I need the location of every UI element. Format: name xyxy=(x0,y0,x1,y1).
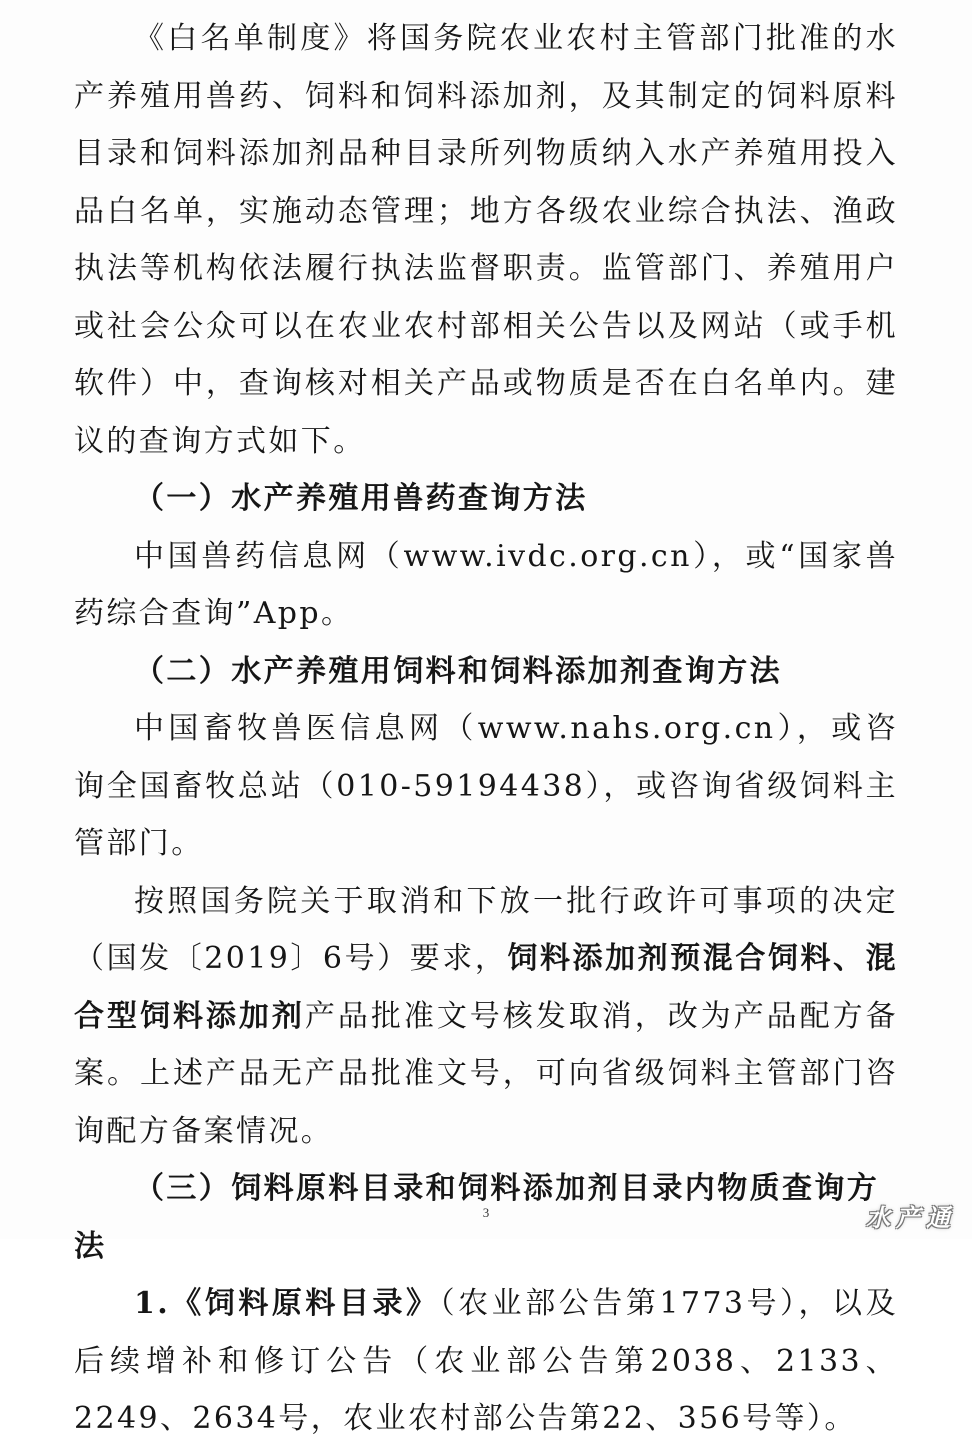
heading-catalog-query: （三）饲料原料目录和饲料添加剂目录内物质查询方法 xyxy=(74,1171,880,1264)
paragraph-feed-material-catalog xyxy=(74,1275,898,1448)
watermark-logo: 水产通 xyxy=(866,1204,956,1232)
page-number: 3 xyxy=(482,1205,490,1220)
paragraph-catalog-rest: （农业部公告第1773号），以及后续增补和修订公告（农业部公告第2038、2133、2249、2634号，农业农村部公告第22、356号等）。 xyxy=(74,1286,898,1436)
document-body xyxy=(74,10,898,1448)
paragraph-vet-drug-query: 中国兽药信息网（www.ivdc.org.cn），或“国家兽药综合查询”App。 xyxy=(74,538,898,631)
paragraph-catalog-title: 1.《饲料原料目录》 xyxy=(134,1286,440,1321)
paragraph-license-end: 产品批准文号核发取消，改为产品配方备案。上述产品无产品批准文号，可向省级饲料主管部门咨询配方备案情况。 xyxy=(74,998,898,1149)
heading-feed-query: （二）水产养殖用饲料和饲料添加剂查询方法 xyxy=(134,653,782,689)
heading-vet-drug-query: （一）水产养殖用兽药查询方法 xyxy=(134,481,588,516)
paragraph-license-cancellation xyxy=(74,873,898,1161)
paragraph-license-start: 按照国务院关于取消和下放一批行政许可事项的决定（国发〔2019〕6号）要求， xyxy=(74,883,898,976)
paragraph-feed-query: 中国畜牧兽医信息网（www.nahs.org.cn），或咨询全国畜牧总站（010-59194438），或咨询省级饲料主管部门。 xyxy=(74,711,898,861)
paragraph-license-bold: 饲料添加剂预混合饲料、混合型饲料添加剂 xyxy=(74,941,898,1034)
paragraph-whitelist-intro: 《白名单制度》将国务院农业农村主管部门批准的水产养殖用兽药、饲料和饲料添加剂，及其制定的饲料原料目录和饲料添加剂品种目录所列物质纳入水产养殖用投入品白名单，实施动态管理；地方各级农业综合执法、渔政执法等机构依法履行执法监督职责。监管部门、养殖用户或社会公众可以在农业农村部相关公告以及网站（或手机软件）中，查询核对相关产品或物质是否在白名单内。建议的查询方式如下。 xyxy=(74,21,898,459)
